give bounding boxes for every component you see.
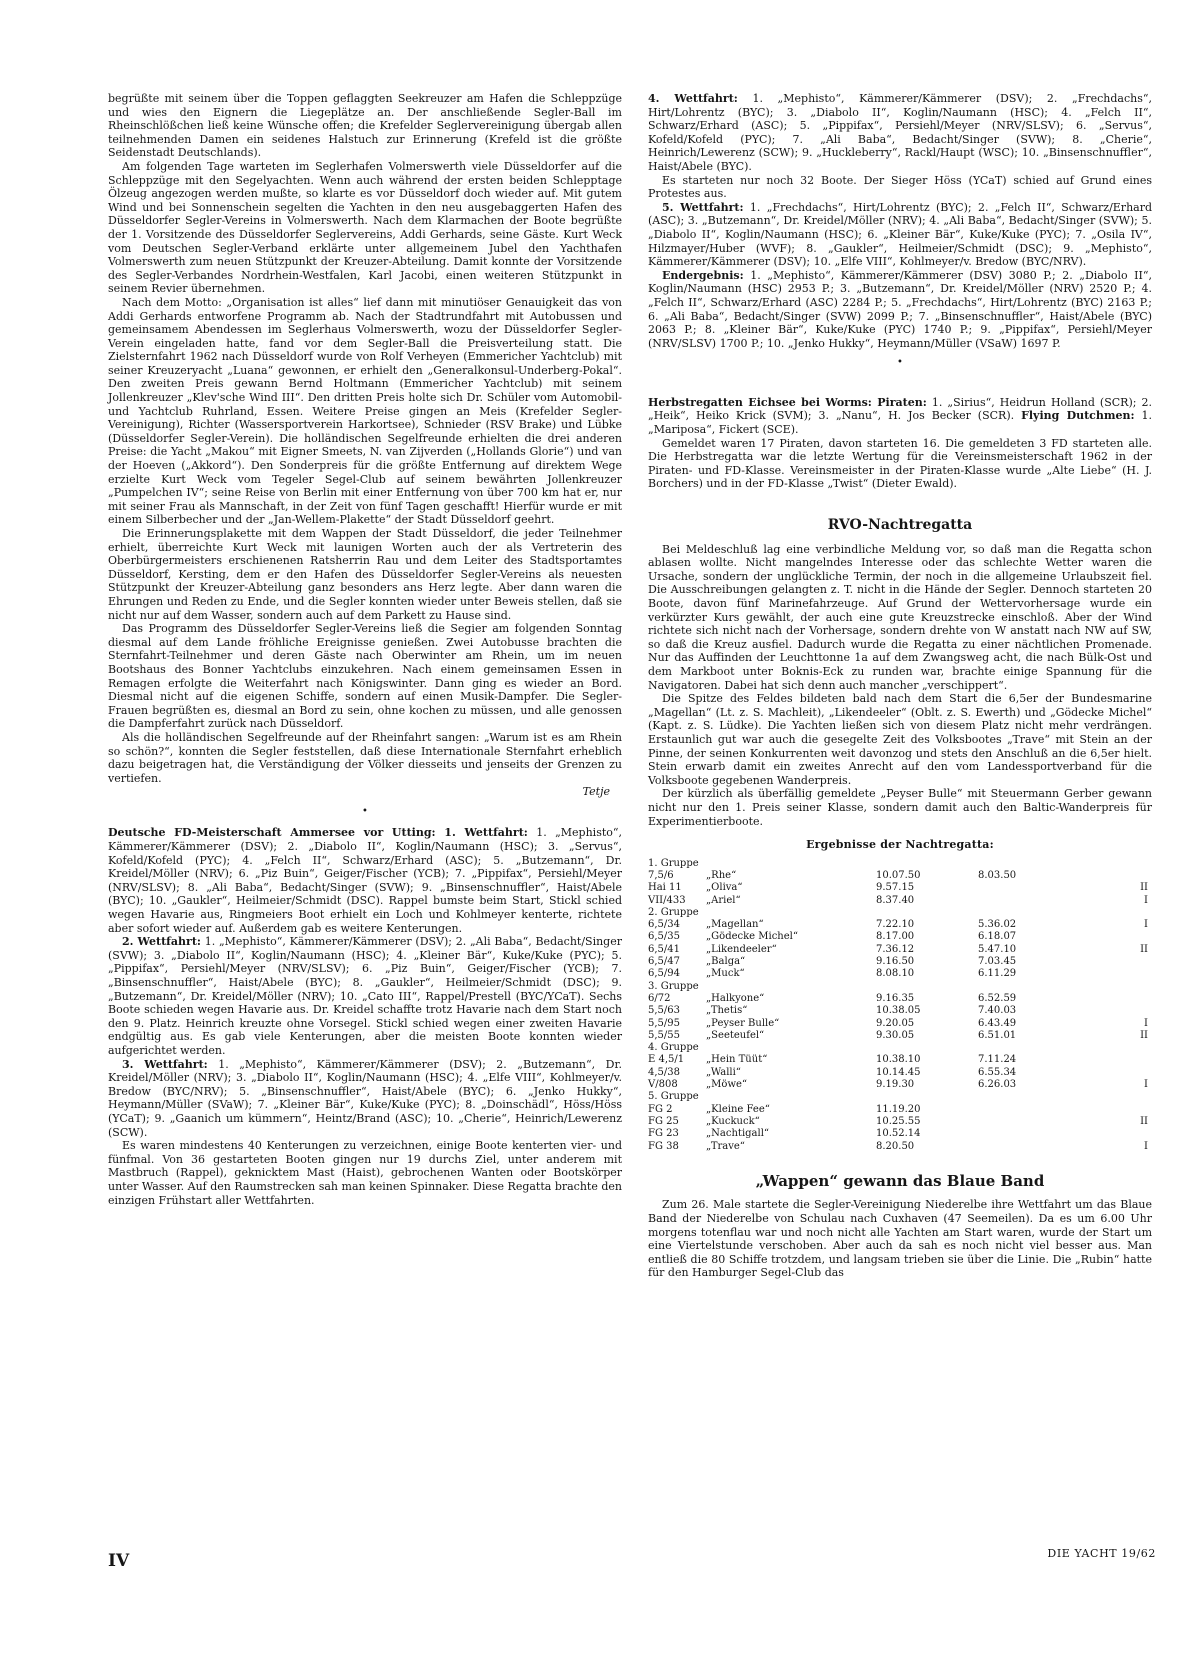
sail-number: FG 38 [648,1140,679,1152]
placing [1094,870,1152,882]
elapsed-time: 8.08.10 [876,968,915,980]
article-paragraph: Das Programm des Düsseldorfer Segler-Vereins ließ die Segier am folgenden Sonntag diesmal auf dem Lande fröhliche Ereignisse genießen. Zwei Autobusse brachten die Sternfahrt-Teilnehmer und deren Gäste nach Oberwinter am Rhein, um im neuen Bootshaus des Bonner Yachtclubs einzukehren. Nach einem gemeinsamen Essen in Remagen erfolgte die Weiterfahrt nach Königswinter. Dann ging es wieder an Bord. Diesmal nicht auf die eigenen Schiffe, sondern auf einen Musik-Dampfer. Die Segler-Frauen begrüßten es, diesmal an Bord zu sein, ohne kochen zu müssen, und alle genossen die Dampferfahrt zurück nach Düsseldorf. [108,622,622,731]
elapsed-time: 9.20.05 [876,1017,915,1029]
table-row [648,993,1152,1005]
boat-name: „Magellan“ [706,919,764,931]
sail-number: 4,5/38 [648,1066,680,1078]
rvo-paragraph: Die Spitze des Feldes bildeten bald nach dem Start die 6,5er der Bundesmarine „Magellan“ (Lt. z. S. Machleit), „Likendeeler“ (Oblt. z. S. Ewerth) und „Gödecke Michel“ (Kapt. z. S. Lüdke). Die Yachten ließen sich von diesem Platz nicht mehr verdrängen. Erstaunlich gut war auch die gesegelte Zeit des Volksbootes „Trave“ mit Stein an der Pinne, der seinen Konkurrenten weit davonzog und stets den Anschluß an die 6,5er hielt. Stein erwarb damit ein zweites Anrecht auf den vom Landessportverband für die Volksboote gegebenen Wanderpreis. [648,692,1152,787]
table-row [648,944,1152,956]
race-label: 5. Wettfahrt: [662,200,744,214]
placing [1094,1054,1152,1066]
race-label: 2. Wettfahrt: [122,935,201,949]
results-group-row [648,1042,1152,1054]
article-paragraph: Am folgenden Tage warteten im Seglerhafen Volmerswerth viele Düsseldorfer auf die Schleppzüge mit den Segelyachten. Wenn auch während der ersten beiden Schlepptage Ölzeug angezogen werden mußte, so klarte es vor Düsseldorf doch wieder auf. Mit gutem Wind und bei Sonnenschein segelten die Yachten in den neu ausgebaggerten Hafen des Düsseldorfer Segler-Vereins in Volmerswerth. Nach dem Klarmachen der Boote begrüßte der 1. Vorsitzende des Düsseldorfer Seglervereins, Addi Gerhards, seine Gäste. Kurt Weck vom Deutschen Segler-Verband erklärte unter allgemeinem Jubel den Yachthafen Volmerswerth zum neuen Stützpunkt der Kreuzer-Abteilung. Damit konnte der Vorsitzende des Segler-Verbandes Nordrhein-Westfalen, Karl Jacobi, einen weiteren Stützpunkt in seinem Revier übernehmen. [108,159,622,296]
placing [1094,968,1152,980]
boat-name: „Gödecke Michel“ [706,931,798,943]
elapsed-time: 10.38.10 [876,1054,921,1066]
boat-name: „Thetis“ [706,1005,748,1017]
sail-number: 6,5/35 [648,931,680,943]
blue-ribbon-title: „Wappen“ gewann das Blaue Band [755,1171,1045,1190]
rvo-paragraph: Der kürzlich als überfällig gemeldete „Peyser Bulle“ mit Steuermann Gerber gewann nicht nur den 1. Preis seiner Klasse, sondern damit auch den Baltic-Wanderpreis für Experimentierboote. [648,787,1152,828]
elapsed-time: 9.16.50 [876,956,915,968]
placing [1094,1104,1152,1116]
corrected-time: 7.40.03 [978,1005,1017,1017]
table-row [648,1079,1152,1091]
race-label: 3. Wettfahrt: [122,1057,208,1071]
boat-name: „Likendeeler“ [706,943,777,955]
sail-number: 7,5/6 [648,869,674,881]
boat-name: „Rhe“ [706,869,737,881]
sail-number: Hai 11 [648,882,682,894]
fd-championship-fifth-race [648,201,1152,269]
placing: I [1144,894,1148,906]
corrected-time: 7.03.45 [978,956,1017,968]
fd-championship-second-race [108,935,622,1057]
right-column [648,92,1152,1280]
corrected-time [978,1128,1094,1140]
sail-number: E 4,5/1 [648,1054,685,1066]
sail-number: FG 25 [648,1115,679,1127]
boat-name: „Peyser Bulle“ [706,1017,780,1029]
elapsed-time: 10.52.14 [876,1128,921,1140]
placing [1094,993,1152,1005]
page-footer: DIE YACHT 19/62 [1047,1547,1156,1560]
fd-first-race-text: 1. „Mephisto“, Kämmerer/Kämmerer (DSV); 2. „Diabolo II“, Koglin/Naumann (HSC); 3. „Servus“, Kofeld/Kofeld (PYC); 4. „Felch II“, Schwarz/Erhard (ASC); 5. „Butzemann“, Dr. Kreidel/Möller (NRV); 6. „Piz Buin“, Geiger/Fischer (YCB); 7. „Pippifax“, Persiehl/Meyer (NRV/SLSV); 8. „Ali Baba“, Bedacht/Singer (SVW); 9. „Binsenschnuffler“, Haist/Abele (BYC); 10. „Gaukler“, Heilmeier/Schmidt (DSC). Rappel bumste beim Start, Stickl schied wegen Havarie aus, Ringmeiers Boot erhielt ein Loch und Kohlmeyer kenterte, richtete aber sofort wieder auf. Außerdem gab es weitere Kenterungen. [108,826,623,935]
corrected-time [978,1141,1094,1153]
results-table [648,858,1152,1153]
table-row [648,919,1152,931]
elapsed-time: 7.22.10 [876,919,915,931]
sail-number: FG 2 [648,1103,673,1115]
corrected-time: 6.11.29 [978,968,1017,980]
results-group-row [648,981,1152,993]
boat-name: „Nachtigall“ [706,1128,770,1140]
boat-name: „Trave“ [706,1140,745,1152]
results-group-row [648,907,1152,919]
table-row [648,1116,1152,1128]
results-group-label: 4. Gruppe [648,1042,699,1054]
elapsed-time: 7.36.12 [876,943,915,955]
elapsed-time: 9.19.30 [876,1079,915,1091]
fourth-race-note: Es starteten nur noch 32 Boote. Der Sieger Höss (YCaT) schied auf Grund eines Protestes aus. [648,173,1152,201]
table-row [648,882,1152,894]
sail-number: 6,5/47 [648,956,680,968]
page-number: IV [108,1551,130,1571]
fd-championship-heading: Deutsche FD-Meisterschaft Ammersee vor Utting: 1. Wettfahrt: [108,826,528,840]
flying-dutchmen-result: 1. „Mariposa“, Fickert (SCE). [648,409,1153,437]
boat-name: „Hein Tüüt“ [706,1054,768,1066]
article-paragraph: begrüßte mit seinem über die Toppen geflaggten Seekreuzer am Hafen die Schleppzüge und wies den Eignern die Liegeplätze an. Der anschließende Segler-Ball im Rheinschlößchen ließ keine Wünsche offen; die Krefelder Seglervereinigung übergab allen teilnehmenden Damen ein seidenes Halstuch zur Erinnerung (Krefeld ist die größte Seidenstadt Deutschlands). [108,92,622,160]
placing [1094,931,1152,943]
results-group-label: 2. Gruppe [648,906,699,918]
corrected-time [978,1116,1094,1128]
boat-name: „Kuckuck“ [706,1115,760,1127]
sail-number: 5,5/63 [648,1005,680,1017]
boat-name: „Oliva“ [706,882,743,894]
elapsed-time: 11.19.20 [876,1103,921,1115]
placing [1094,1067,1152,1079]
boat-name: „Halkyone“ [706,992,765,1004]
article-paragraph: Nach dem Motto: „Organisation ist alles“ lief dann mit minutiöser Genauigkeit das von Addi Gerhards entworfene Programm ab. Nach der Stadtrundfahrt mit Autobussen und gemeinsamem Abendessen im Seglerhaus Volmerswerth, wozu der Düsseldorfer Segler-Verein eingeladen hatte, fand vor dem Segler-Ball die Preisverteilung statt. Die Zielsternfahrt 1962 nach Düsseldorf wurde von Rolf Verheyen (Emmericher Yachtclub) mit seiner Kreuzeryacht „Luana“ gewonnen, er erhielt den „Generalkonsul-Underberg-Pokal“. Den zweiten Preis gewann Bernd Holtmann (Emmericher Yachtclub) mit seinem Jollenkreuzer „Klev'sche Wind III“. Den dritten Preis holte sich Dr. Schüler vom Automobil- und Yachtclub Ruhrland, Essen. Weitere Preise gingen an Meis (Krefelder Segler-Vereinigung), Richter (Wassersportverein Harkortsee), Schnieder (RSV Brake) und Lübke (Düsseldorfer Segler-Verein). Die holländischen Segelfreunde erhielten die drei anderen Preise: die Yacht „Makou“ mit Eigner Smeets, N. van Zijverden („Hollands Glorie“) und van der Hoeven („Akkord“). Den Sonderpreis für die größte Entfernung auf direktem Wege erzielte Kurt Weck vom Tegeler Segel-Club auf seinem bewährten Jollenkreuzer „Pumpelchen IV“; seine Reise von Berlin mit einer Entfernung von über 700 km hat er, nur mit seiner Frau als Mannschaft, in der Zeit von fünf Tagen geschafft! Hierfür wurde er mit einem Silberbecher und der „Jan-Wellem-Plakette“ der Stadt Düsseldorf geehrt. [108,295,622,527]
corrected-time [978,1104,1094,1116]
placing: I [1144,1017,1148,1029]
left-column [108,92,622,1207]
boat-name: „Muck“ [706,968,745,980]
results-group-row [648,858,1152,870]
result-label: Endergebnis: [662,268,744,282]
placing: I [1144,1079,1148,1091]
elapsed-time: 9.16.35 [876,992,915,1004]
sail-number: 5,5/95 [648,1017,680,1029]
table-row [648,895,1152,907]
table-row [648,1067,1152,1079]
sail-number: 5,5/55 [648,1029,680,1041]
elapsed-time: 8.20.50 [876,1140,915,1152]
rvo-paragraph: Bei Meldeschluß lag eine verbindliche Meldung vor, so daß man die Regatta schon ablasen wollte. Nicht mangelndes Interesse oder das schlechte Wetter waren die Ursache, sondern der unglückliche Termin, der noch in die allgemeine Urlaubszeit fiel. Die Ausschreibungen gelangten z. T. nicht in die Hände der Segler. Dennoch starteten 20 Boote, davon fünf Marinefahrzeuge. Auf Grund der Wettervorhersage wurde ein verkürzter Kurs gewählt, der auch eine gute Kreuzstrecke einschloß. Aber der Wind richtete sich nicht nach der Vorhersage, sondern drehte von W anstatt nach NW auf SW, so daß die Kreuz ausfiel. Dadurch wurde die Regatta zu einer nächtlichen Promenade. Nur das Auffinden der Leuchttonne 1a auf dem Zwangsweg acht, die nach Bülk-Ost und dem Markboot unter Boknis-Eck zu runden war, brachte einige Spannung für die Navigatoren. Dabei hat sich denn auch mancher „verschippert“. [648,542,1152,692]
sail-number: V/808 [648,1079,678,1091]
corrected-time: 6.51.01 [978,1029,1017,1041]
table-row [648,1030,1152,1042]
table-row [648,1128,1152,1140]
boat-name: „Kleine Fee“ [706,1103,770,1115]
race-text: 1. „Mephisto“, Kämmerer/Kämmerer (DSV); 2. „Frechdachs“, Hirt/Lohrentz (BYC); 3. „Diabolo II“, Koglin/Naumann (HSC); 4. „Felch II“, Schwarz/Erhard (ASC); 5. „Pippifax“, Persiehl/Meyer (NRV/SLSV); 6. „Servus“, Kofeld/Kofeld (PYC); 7. „Ali Baba“, Bedacht/Singer (SVW); 8. „Cherie“, Heinrich/Lewerenz (SCW); 9. „Huckleberry“, Rackl/Haupt (WSC); 10. „Binsenschnuffler“, Haist/Abele (BYC). [648,92,1152,173]
autumn-regatta-pirates: 1. „Sirius“, Heidrun Holland (SCR); 2. „Heik“, Heiko Krick (SVM); 3. „Nanu“, H. Jos Becker (SCR). [648,395,1152,423]
corrected-time: 6.26.03 [978,1079,1017,1091]
corrected-time: 6.43.49 [978,1017,1017,1029]
corrected-time: 8.03.50 [978,869,1017,881]
boat-name: „Ariel“ [706,894,741,906]
race-label: 4. Wettfahrt: [648,92,738,105]
placing: II [1140,1115,1148,1127]
results-group-label: 1. Gruppe [648,857,699,869]
table-row [648,931,1152,943]
sail-number: 6,5/94 [648,968,680,980]
autumn-regatta-note: Gemeldet waren 17 Piraten, davon starteten 16. Die gemeldeten 3 FD starteten alle. Die Herbstregatta war die letzte Wertung für die Vereinsmeisterschaft 1962 in der Piraten- und FD-Klasse. Vereinsmeister in der Piraten-Klasse wurde „Alte Liebe“ (H. J. Borchers) und in der FD-Klasse „Twist“ (Dieter Ewald). [648,436,1152,491]
race-text: 1. „Mephisto“, Kämmerer/Kämmerer (DSV); 2. „Butzemann“, Dr. Kreidel/Möller (NRV); 3. „Diabolo II“, Koglin/Naumann (HSC); 4. „Elfe VIII“, Kohlmeyer/v. Bredow (BYC/NRV); 5. „Binsenschnuffler“, Haist/Abele (BYC); 6. „Jenko Hukky“, Heymann/Müller (SVaW); 7. „Kleiner Bär“, Kuke/Kuke (PYC); 8. „Doinschädl“, Höss/Höss (YCaT); 9. „Gaanich um kümmern“, Heintz/Brand (ASC); 10. „Cherie“, Heinrich/Lewerenz (SCW). [108,1057,622,1139]
autumn-regatta-heading: Herbstregatten Eichsee bei Worms: Piraten: [648,395,927,409]
flying-dutchmen-label: Flying Dutchmen: [1021,409,1135,423]
table-row [648,1054,1152,1066]
table-row [648,1104,1152,1116]
table-row [648,1141,1152,1153]
fd-championship-first-race [108,826,622,935]
boat-name: „Walli“ [706,1066,741,1078]
corrected-time: 5.47.10 [978,943,1017,955]
table-row [648,968,1152,980]
fd-championship-summary: Es waren mindestens 40 Kenterungen zu verzeichnen, einige Boote kenterten vier- und fünfmal. Von 36 gestarteten Booten gingen nur 19 durchs Ziel, unter anderem mit Mastbruch (Rappel), geknicktem Mast (Haist), gebrochenen Wanten oder Bootskörper unter Wasser. Auf den Raumstrecken sah man keinen Spinnaker. Diese Regatta brachte den einzigen Frühstart aller Wettfahrten. [108,1139,622,1207]
corrected-time: 6.55.34 [978,1066,1017,1078]
placing [1094,1128,1152,1140]
boat-name: „Seeteufel“ [706,1029,765,1041]
table-row [648,1018,1152,1030]
placing: II [1140,1029,1148,1041]
article-paragraph: Die Erinnerungsplakette mit dem Wappen der Stadt Düsseldorf, die jeder Teilnehmer erhielt, überreichte Kurt Weck mit launigen Worten auch der als Vertreterin des Oberbürgermeisters erschienenen Ratsherrin Rau und dem Leiter des Stadtsportamtes Düsseldorf, Kersting, dem er den Hafen des Düsseldorfer Segler-Vereins als neuesten Stützpunkt der Kreuzer-Abteilung ganz besonders ans Herz legte. Aber dann waren die Ehrungen und Reden zu Ende, und die Segler konnten wieder unter Beweis stellen, daß sie nicht nur auf dem Wasser, sondern auch auf dem Parkett zu Hause sind. [108,527,622,622]
fd-championship-third-race [108,1058,622,1140]
elapsed-time: 8.17.00 [876,931,915,943]
placing: II [1140,882,1148,894]
placing [1094,1005,1152,1017]
author-signature: Tetje [582,785,610,799]
sail-number: 6,5/34 [648,919,680,931]
corrected-time [978,895,1094,907]
fd-championship-fourth-race [648,92,1152,174]
elapsed-time: 8.37.40 [876,894,915,906]
corrected-time: 6.18.07 [978,931,1017,943]
placing [1094,956,1152,968]
table-row [648,1005,1152,1017]
elapsed-time: 10.25.55 [876,1115,921,1127]
placing: I [1144,1140,1148,1152]
results-group-label: 5. Gruppe [648,1091,699,1103]
race-text: 1. „Mephisto“, Kämmerer/Kämmerer (DSV); 2. „Ali Baba“, Bedacht/Singer (SVW); 3. „Diabolo II“, Koglin/Naumann (HSC); 4. „Kleiner Bär“, Kuke/Kuke (PYC); 5. „Pippifax“, Persiehl/Meyer (NRV/SLSV); 6. „Piz Buin“, Geiger/Fischer (YCB); 7. „Binsenschnuffler“, Haist/Abele (BYC); 8. „Gaukler“, Heilmeier/Schmidt (DSC); 9. „Butzemann“, Dr. Kreidel/Möller (NRV); 10. „Cato III“, Rappel/Prestell (BYC/YCaT). Sechs Boote schieden wegen Havarie aus. Dr. Kreidel schaffte trotz Havarie nach dem Start noch den 9. Platz. Heinrich kreuzte ohne Vorsegel. Stickl schied wegen einer zweiten Havarie endgültig aus. Es gab viele Kenterungen, aber die meisten Boote konnten wieder aufgerichtet werden. [108,935,622,1057]
elapsed-time: 10.38.05 [876,1005,921,1017]
boat-name: „Balga“ [706,956,746,968]
fd-championship-final-result [648,269,1152,351]
table-row [648,870,1152,882]
sail-number: 6,5/41 [648,943,680,955]
race-text: 1. „Frechdachs“, Hirt/Lohrentz (BYC); 2. „Felch II“, Schwarz/Erhard (ASC); 3. „Butzemann“, Dr. Kreidel/Möller (NRV); 4. „Ali Baba“, Bedacht/Singer (SVW); 5. „Diabolo II“, Koglin/Naumann (HSC); 6. „Kleiner Bär“, Kuke/Kuke (PYC); 7. „Osila IV“, Hilzmayer/Huber (WVF); 8. „Gaukler“, Heilmeier/Schmidt (DSC); 9. „Mephisto“, Kämmerer/Kämmerer (DSV); 10. „Elfe VIII“, Kohlmeyer/v. Bredow (BYC/NRV). [648,200,1153,269]
elapsed-time: 10.07.50 [876,869,921,881]
sail-number: 6/72 [648,992,671,1004]
table-row [648,956,1152,968]
placing: I [1144,919,1148,931]
placing: II [1140,943,1148,955]
results-group-row [648,1091,1152,1103]
corrected-time: 7.11.24 [978,1054,1017,1066]
corrected-time: 6.52.59 [978,992,1017,1004]
section-separator: • [362,805,368,817]
elapsed-time: 10.14.45 [876,1066,921,1078]
sail-number: VII/433 [648,894,686,906]
blue-ribbon-paragraph: Zum 26. Male startete die Segler-Vereinigung Niederelbe ihre Wettfahrt um das Blaue Band der Niederelbe von Schulau nach Cuxhaven (47 Seemeilen). Da es um 6.00 Uhr morgens totenflau war und noch nicht alle Yachten am Start waren, wurde der Start um eine Viertelstunde verschoben. Aber auch da sah es noch nicht viel besser aus. Man entließ die 80 Schiffe trotzdem, und langsam trieben sie über die Linie. Die „Rubin“ hatte für den Hamburger Segel-Club das [648,1198,1152,1280]
results-group-label: 3. Gruppe [648,980,699,992]
elapsed-time: 9.30.05 [876,1029,915,1041]
boat-name: „Möwe“ [706,1079,748,1091]
results-table-title: Ergebnisse der Nachtregatta: [806,838,994,852]
corrected-time: 5.36.02 [978,919,1017,931]
corrected-time [978,882,1094,894]
autumn-regatta [648,396,1152,437]
elapsed-time: 9.57.15 [876,882,915,894]
article-paragraph: Als die holländischen Segelfreunde auf der Rheinfahrt sangen: „Warum ist es am Rhein so schön?“, konnten die Segler feststellen, daß diese Internationale Sternfahrt erheblich dazu beigetragen hat, die Verständigung der Völker diesseits und jenseits der Grenzen zu vertiefen. [108,730,622,785]
section-separator: • [897,357,903,369]
rvo-night-regatta-title: RVO-Nachtregatta [827,517,973,534]
result-text: 1. „Mephisto“, Kämmerer/Kämmerer (DSV) 3080 P.; 2. „Diabolo II“, Koglin/Naumann (HSC) 2953 P.; 3. „Butzemann“, Dr. Kreidel/Möller (NRV) 2520 P.; 4. „Felch II“, Schwarz/Erhard (ASC) 2284 P.; 5. „Frechdachs“, Hirt/Lohrentz (BYC) 2163 P.; 6. „Ali Baba“, Bedacht/Singer (SVW) 2099 P.; 7. „Binsenschnuffler“, Haist/Abele (BYC) 2063 P.; 8. „Kleiner Bär“, Kuke/Kuke (PYC) 1740 P.; 9. „Pippifax“, Persiehl/Meyer (NRV/SLSV) 1700 P.; 10. „Jenko Hukky“, Heymann/Müller (VSaW) 1697 P. [648,268,1152,350]
sail-number: FG 23 [648,1128,679,1140]
